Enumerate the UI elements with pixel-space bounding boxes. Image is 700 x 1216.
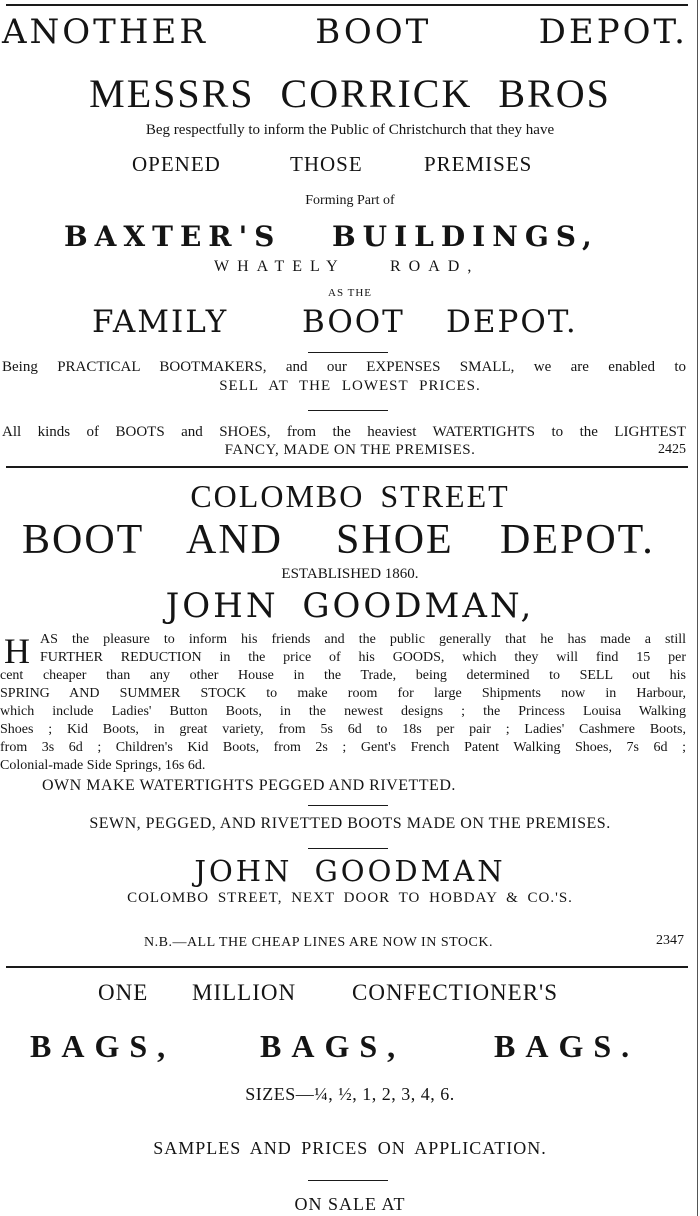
ad1-forming: Forming Part of (305, 193, 395, 208)
ad3-bags-1: BAGS, (30, 1028, 176, 1064)
ad2-established: ESTABLISHED 1860. (281, 566, 419, 582)
ad2-boot: BOOT (22, 517, 145, 563)
ad2-reference-number: 2347 (656, 933, 684, 948)
ad2-nb-note: N.B.—ALL THE CHEAP LINES ARE NOW IN STOCK. (144, 935, 493, 950)
ad1-practical-line-1: Being PRACTICAL BOOTMAKERS, and our EXPENSES SMALL, we are enabled to (2, 359, 686, 375)
ad3-one: ONE (98, 980, 149, 1005)
ad1-all-kinds-line-2: FANCY, MADE ON THE PREMISES. (224, 442, 476, 458)
ad2-body-line-5: which include Ladies' Button Boots, in the newest designs ; the Princess Louisa Walking (0, 704, 686, 719)
ad3-confectioners: CONFECTIONER'S (352, 980, 558, 1005)
ad1-depot: DEPOT. (446, 304, 578, 340)
ad2-own-make: OWN MAKE WATERTIGHTS PEGGED AND RIVETTED. (42, 777, 456, 794)
ad3-samples: SAMPLES AND PRICES ON APPLICATION. (153, 1138, 547, 1158)
ad3-million: MILLION (192, 980, 297, 1005)
top-rule (6, 4, 688, 6)
ad-divider-rule-1 (6, 466, 688, 468)
ad1-those: THOSE (290, 152, 363, 176)
ad1-divider-2 (308, 410, 388, 411)
ad2-body-line-4: SPRING AND SUMMER STOCK to make room for large Shipments now in Harbour, (0, 686, 686, 701)
ad1-firm-name: MESSRS CORRICK BROS (89, 71, 611, 116)
ad-divider-rule-2 (6, 966, 688, 968)
ad2-street: COLOMBO STREET (190, 478, 510, 514)
ad1-intro: Beg respectfully to inform the Public of Christchurch that they have (145, 122, 555, 138)
ad2-sewn: SEWN, PEGGED, AND RIVETTED BOOTS MADE ON THE PREMISES. (89, 815, 611, 832)
ad1-opened: OPENED (132, 152, 221, 176)
ad1-buildings: BUILDINGS, (332, 220, 599, 253)
ad2-body-line-2: FURTHER REDUCTION in the price of his GOODS, which they will find 15 per (40, 650, 686, 665)
ad2-and: AND (186, 517, 283, 563)
ad2-body-line-6: Shoes ; Kid Boots, in great variety, from 5s 6d to 18s per pair ; Ladies' Cashmere Boots, (0, 722, 686, 737)
ad1-whately: WHATELY (214, 258, 346, 275)
ad3-bags-2: BAGS, (260, 1028, 406, 1064)
ad2-body-line-1: AS the pleasure to inform his friends and the public generally that he has made a still (40, 632, 686, 647)
ad3-sizes: SIZES—¼, ½, 1, 2, 3, 4, 6. (245, 1084, 455, 1104)
ad2-proprietor-name: JOHN GOODMAN, (165, 586, 535, 626)
ad2-depot: DEPOT. (500, 517, 655, 563)
ad2-address: COLOMBO STREET, NEXT DOOR TO HOBDAY & CO.'S. (127, 890, 573, 906)
ad1-practical-line-2: SELL AT THE LOWEST PRICES. (219, 378, 481, 394)
ad3-divider (308, 1180, 388, 1181)
ad1-all-kinds-line-1: All kinds of BOOTS and SHOES, from the heaviest WATERTIGHTS to the LIGHTEST (2, 424, 686, 440)
ad3-bags-3: BAGS. (494, 1028, 640, 1064)
ad1-family: FAMILY (92, 304, 229, 340)
ad1-baxters: BAXTER'S (64, 220, 282, 253)
ad2-body-line-7: from 3s 6d ; Children's Kid Boots, from 2s ; Gent's French Patent Walking Shoes, 7s 6d ; (0, 740, 686, 755)
ad1-premises: PREMISES (424, 152, 533, 176)
ad1-boot: BOOT (302, 304, 405, 340)
ad2-proprietor-name-2: JOHN GOODMAN (194, 854, 506, 888)
ad1-title: ANOTHER BOOT DEPOT. (2, 12, 688, 52)
ad2-shoe: SHOE (336, 517, 454, 563)
ad1-as-the: AS THE (328, 287, 372, 299)
ad2-divider-1 (308, 805, 388, 806)
ad2-divider-2 (308, 848, 388, 849)
ad1-divider-1 (308, 352, 388, 353)
ad3-on-sale: ON SALE AT (294, 1194, 406, 1214)
ad2-dropcap: H (4, 631, 30, 671)
ad1-reference-number: 2425 (658, 442, 686, 457)
ad2-body-line-8: Colonial-made Side Springs, 16s 6d. (0, 758, 206, 773)
ad1-road: ROAD, (390, 258, 480, 275)
ad2-body-line-3: cent cheaper than any other House in the Trade, being determined to SELL out his (0, 668, 686, 683)
